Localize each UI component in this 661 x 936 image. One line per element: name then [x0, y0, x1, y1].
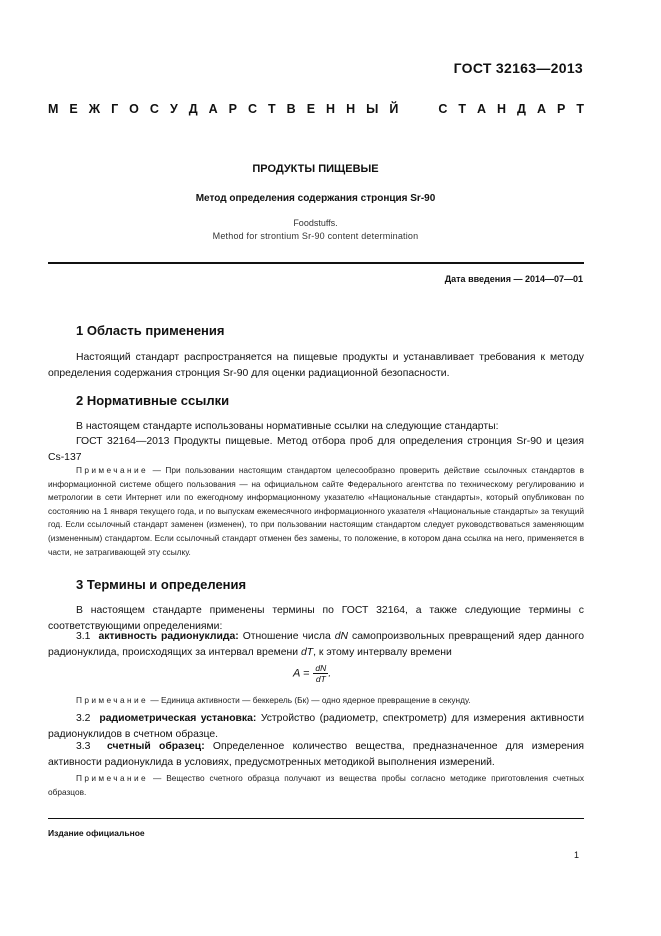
- banner-letter: Р: [228, 102, 237, 116]
- term-3-1-number: 3.1: [76, 631, 91, 642]
- note-text: — При пользовании настоящим стандартом целесообразно проверить действие ссылочных стандартов в информационной системе общего пользования — на официальном сайте Федерального агентства по техническому регулированию и метрологии в сети Интернет или по ежегодному информационному указателю «Национальные стандарты», который опубликован по состоянию на 1 января текущего года, и по выпускам ежемесячного информационного указателя «Национальные стандарты» за текущий год. Если ссылочный стандарт заменен (изменен), то при пользовании настоящим стандартом следует руководствоваться заменяющим (измененным) стандартом. Если ссылочный стандарт отменен без замены, то положение, в котором дана ссылка на него, применяется в части, не затрагивающей эту ссылку.: [48, 465, 584, 557]
- footer-divider: [48, 818, 584, 819]
- banner-letter: Ж: [88, 102, 101, 116]
- banner-letter: Г: [111, 102, 119, 116]
- note-text: — Вещество счетного образца получают из вещества пробы согласно методике приготовления счетных образцов.: [48, 773, 584, 797]
- section2-reference: [48, 434, 584, 466]
- term-3-1-def-c: , к этому интервалу времени: [313, 647, 452, 658]
- formula-lhs: A =: [293, 667, 310, 680]
- term-3-3-term: счетный образец:: [106, 741, 205, 752]
- term-3-2-term: радиометрическая установка:: [99, 713, 257, 724]
- note-label: Примечание: [76, 773, 149, 783]
- banner-letter: Д: [188, 102, 198, 116]
- banner-letter: Т: [458, 102, 466, 116]
- banner-letter: Е: [306, 102, 316, 116]
- banner-letter: Й: [389, 102, 399, 116]
- banner-letter: А: [208, 102, 218, 116]
- banner-letter: Р: [556, 102, 566, 116]
- term-3-2-def: Устройство (радиометр, спектрометр) для измерения активности радионуклидов в счетном образце.: [48, 713, 584, 740]
- english-title-line2: Method for strontium Sr-90 content determination: [212, 231, 419, 241]
- banner-letter: В: [286, 102, 296, 116]
- banner-letter: У: [169, 102, 178, 116]
- note-label: Примечание: [76, 695, 149, 705]
- section3-heading: 3 Термины и определения: [76, 577, 247, 592]
- banner-letter: Н: [497, 102, 507, 116]
- section3-intro-text: В настоящем стандарте применены термины по ГОСТ 32164, а также следующие термины с соответствующими определениями:: [48, 605, 584, 632]
- term-3-3-number: 3.3: [76, 741, 91, 752]
- banner-letter: С: [248, 102, 258, 116]
- term-3-1-def-a: Отношение числа: [242, 631, 331, 642]
- term-3-1-def-b: самопроизвольных превращений ядер данного радионуклида, происходящих за интервал времени: [48, 631, 585, 658]
- section2-heading: 2 Нормативные ссылки: [76, 393, 230, 408]
- official-edition-label: Издание официальное: [48, 828, 145, 838]
- banner-letter: Д: [517, 102, 526, 116]
- formula-end: .: [328, 667, 332, 680]
- title-divider: [48, 262, 584, 264]
- banner-letter: М: [48, 102, 59, 116]
- term-3-1: [48, 629, 584, 661]
- document-title: ПРОДУКТЫ ПИЩЕВЫЕ: [252, 163, 379, 175]
- term-3-1-dT: dT: [300, 647, 314, 658]
- note-text: — Единица активности — беккерель (Бк) — одно ядерное превращение в секунду.: [150, 695, 471, 705]
- method-title: Метод определения содержания стронция Sr-90: [195, 193, 436, 204]
- section1-text: [48, 350, 584, 382]
- banner-letter: Ы: [366, 102, 379, 116]
- section2-intro: [48, 419, 584, 435]
- banner-letter: С: [149, 102, 159, 116]
- banner-letter: О: [129, 102, 139, 116]
- term-3-1-dN: dN: [334, 631, 349, 642]
- term-3-2-number: 3.2: [76, 713, 91, 724]
- activity-formula: [293, 663, 331, 684]
- banner-letter: Н: [326, 102, 336, 116]
- page-number: 1: [573, 850, 579, 860]
- banner-letter: Н: [346, 102, 356, 116]
- formula-denominator: dT: [315, 674, 326, 684]
- banner-letter: [424, 102, 427, 116]
- term-3-1-term: активность радионуклида:: [98, 631, 239, 642]
- section1-heading: 1 Область применения: [76, 323, 225, 338]
- note-label: Примечание: [76, 465, 149, 475]
- introduction-date: Дата введения — 2014—07—01: [444, 274, 583, 284]
- term-3-1-note: [48, 694, 584, 708]
- banner-letter: С: [438, 102, 448, 116]
- formula-numerator: dN: [315, 663, 327, 673]
- banner-letter: А: [476, 102, 487, 116]
- section2-reference-text: ГОСТ 32164—2013 Продукты пищевые. Метод отбора проб для определения стронция Sr-90 и цезия Cs-137: [48, 436, 584, 463]
- section1-body: Настоящий стандарт распространяется на пищевые продукты и устанавливает требования к методу определения содержания стронция Sr-90 для оценки радиационной безопасности.: [48, 352, 584, 379]
- banner-letter: Т: [268, 102, 276, 116]
- banner-letter: А: [536, 102, 546, 116]
- term-3-3-def: Определенное количество вещества, предназначенное для измерения активности радионуклида в условиях, предусмотренных методикой выполнения измерений.: [48, 741, 585, 768]
- section2-intro-text: В настоящем стандарте использованы нормативные ссылки на следующие стандарты:: [76, 421, 499, 432]
- term-3-3-note: [48, 772, 584, 799]
- banner-letter: Е: [69, 102, 78, 116]
- standard-code: ГОСТ 32163—2013: [453, 60, 583, 76]
- english-title-line1: Foodstuffs.: [293, 218, 338, 228]
- formula-fraction: [313, 663, 328, 684]
- banner-letter: Т: [576, 102, 584, 116]
- interstate-standard-banner: [48, 102, 584, 116]
- term-3-3: [48, 739, 584, 771]
- banner-letter: [409, 102, 412, 116]
- section2-note: [48, 464, 584, 559]
